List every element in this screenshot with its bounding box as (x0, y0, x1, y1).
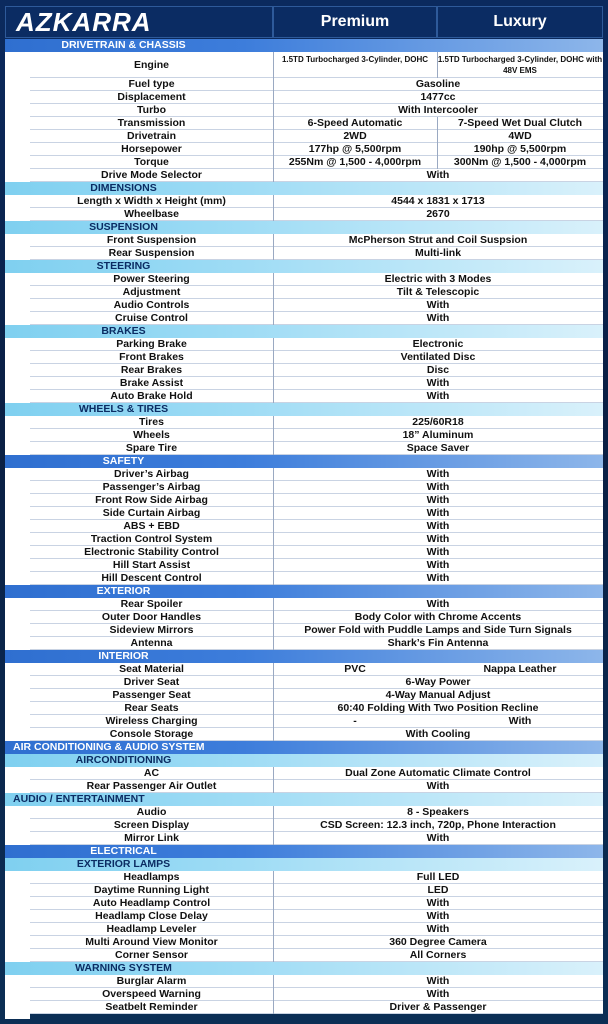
spec-label: Screen Display (30, 819, 274, 832)
spec-label: Power Steering (30, 273, 274, 286)
section-title: EXTERIOR LAMPS (76, 858, 171, 870)
spec-value: McPherson Strut and Coil Suspsion (348, 234, 528, 246)
spec-label: Wireless Charging (30, 715, 274, 728)
spec-label: AC (30, 767, 274, 780)
spec-label: Outer Door Handles (30, 611, 274, 624)
spec-value: With Cooling (405, 728, 471, 740)
spec-label: Brake Assist (30, 377, 274, 390)
spec-row (30, 949, 603, 962)
spec-value-premium: 1.5TD Turbocharged 3-Cylinder, DOHC (273, 52, 438, 80)
spec-value: 4544 x 1831 x 1713 (391, 195, 485, 207)
spec-row (30, 910, 603, 923)
section-title: EXTERIOR (96, 585, 151, 597)
spec-label: Corner Sensor (30, 949, 274, 962)
spec-value: With (426, 520, 450, 532)
spec-value: With (426, 897, 450, 909)
brand-logo: AZKARRA (5, 6, 273, 38)
spec-value: 60:40 Folding With Two Position Recline (337, 702, 539, 714)
spec-value: With (426, 780, 450, 792)
section-title: ELECTRICAL (90, 845, 157, 857)
section-title: STEERING (96, 260, 151, 272)
spec-value: LED (427, 884, 449, 896)
spec-value: With (426, 546, 450, 558)
spec-row (30, 676, 603, 689)
spec-label: Electronic Stability Control (30, 546, 274, 559)
spec-label: Drive Mode Selector (30, 169, 274, 182)
spec-label: Hill Start Assist (30, 559, 274, 572)
spec-row (30, 52, 603, 78)
spec-row (30, 494, 603, 507)
premium-column-header: Premium (273, 6, 437, 38)
spec-value: Space Saver (406, 442, 470, 454)
spec-value: Electronic (412, 338, 464, 350)
spec-label: Side Curtain Airbag (30, 507, 274, 520)
spec-row (30, 104, 603, 117)
spec-value: CSD Screen: 12.3 inch, 720p, Phone Interaction (320, 819, 556, 831)
spec-label: Rear Seats (30, 702, 274, 715)
spec-label: Front Brakes (30, 351, 274, 364)
spec-row (30, 611, 603, 624)
spec-label: Burglar Alarm (30, 975, 274, 988)
spec-value-premium: PVC (344, 663, 366, 675)
spec-value: Body Color with Chrome Accents (354, 611, 522, 623)
spec-value: With (426, 975, 450, 987)
spec-row (30, 546, 603, 559)
spec-value: With (426, 390, 450, 402)
spec-row (30, 507, 603, 520)
spec-value-premium: 255Nm @ 1,500 - 4,000rpm (273, 156, 438, 169)
spec-value: With (426, 533, 450, 545)
spec-label: Adjustment (30, 286, 274, 299)
section-title: AIR CONDITIONING & AUDIO SYSTEM (13, 741, 205, 753)
spec-label: Cruise Control (30, 312, 274, 325)
spec-row (30, 624, 603, 637)
spec-row (30, 884, 603, 897)
section-header (5, 793, 603, 806)
spec-value: Tilt & Telescopic (396, 286, 480, 298)
spec-value-luxury: 190hp @ 5,500rpm (473, 143, 567, 155)
spec-value: Driver & Passenger (389, 1001, 487, 1013)
spec-row (30, 416, 603, 429)
spec-label: Daytime Running Light (30, 884, 274, 897)
spec-row (30, 195, 603, 208)
spec-row (30, 559, 603, 572)
section-header (5, 650, 603, 663)
spec-row (30, 819, 603, 832)
section-title: DIMENSIONS (90, 182, 157, 194)
spec-label: Auto Brake Hold (30, 390, 274, 403)
luxury-column-header: Luxury (437, 6, 603, 38)
spec-row (30, 780, 603, 793)
spec-label: Antenna (30, 637, 274, 650)
spec-label: ABS + EBD (30, 520, 274, 533)
spec-value: With (426, 481, 450, 493)
spec-row (30, 91, 603, 104)
spec-row (30, 442, 603, 455)
section-title: SUSPENSION (89, 221, 158, 233)
spec-value: With (426, 299, 450, 311)
spec-value: Multi-link (414, 247, 462, 259)
spec-row (30, 117, 603, 130)
spec-label: Traction Control System (30, 533, 274, 546)
spec-value-luxury: 300Nm @ 1,500 - 4,000rpm (453, 156, 587, 168)
spec-row (30, 637, 603, 650)
spec-value: 225/60R18 (412, 416, 464, 428)
spec-label: Parking Brake (30, 338, 274, 351)
spec-label: Front Row Side Airbag (30, 494, 274, 507)
spec-label: Drivetrain (30, 130, 274, 143)
spec-value: Shark’s Fin Antenna (387, 637, 489, 649)
section-title: DRIVETRAIN & CHASSIS (61, 39, 186, 51)
spec-row (30, 208, 603, 221)
section-header (5, 260, 603, 273)
spec-row (30, 286, 603, 299)
spec-value: 4-Way Manual Adjust (385, 689, 491, 701)
spec-label: Headlamp Close Delay (30, 910, 274, 923)
spec-label: Torque (30, 156, 274, 169)
spec-row (30, 234, 603, 247)
spec-value: With (426, 494, 450, 506)
spec-row (30, 975, 603, 988)
spec-row (30, 520, 603, 533)
spec-value-luxury: 1.5TD Turbocharged 3-Cylinder, DOHC with 48V EMS (437, 55, 603, 75)
spec-label: Rear Brakes (30, 364, 274, 377)
spec-value: With (426, 572, 450, 584)
spec-row (30, 936, 603, 949)
spec-value: Ventilated Disc (400, 351, 476, 363)
spec-value: Disc (426, 364, 450, 376)
section-header (5, 741, 603, 754)
spec-row (30, 273, 603, 286)
spec-label: Length x Width x Height (mm) (30, 195, 274, 208)
spec-label: Seatbelt Reminder (30, 1001, 274, 1014)
spec-value: Dual Zone Automatic Climate Control (345, 767, 531, 779)
spec-label: Rear Passenger Air Outlet (30, 780, 274, 793)
spec-value: With (426, 598, 450, 610)
section-title: WHEELS & TIRES (78, 403, 169, 415)
spec-value: With (426, 923, 450, 935)
section-header (5, 325, 603, 338)
spec-value: 8 - Speakers (407, 806, 469, 818)
spec-label: Rear Suspension (30, 247, 274, 260)
section-title: BRAKES (101, 325, 146, 337)
spec-row (30, 247, 603, 260)
spec-label: Multi Around View Monitor (30, 936, 274, 949)
spec-row (30, 702, 603, 715)
spec-row (30, 663, 603, 676)
section-title: SAFETY (102, 455, 145, 467)
spec-row (30, 156, 603, 169)
spec-row (30, 897, 603, 910)
spec-row (30, 598, 603, 611)
spec-row (30, 429, 603, 442)
spec-value: With (426, 988, 450, 1000)
spec-value: With (426, 507, 450, 519)
spec-table (13, 39, 603, 1014)
spec-label: Driver Seat (30, 676, 274, 689)
section-header (5, 221, 603, 234)
spec-label: Front Suspension (30, 234, 274, 247)
spec-row (30, 169, 603, 182)
spec-value: 1477cc (420, 91, 456, 103)
spec-value-luxury: 7-Speed Wet Dual Clutch (457, 117, 583, 129)
spec-row (30, 78, 603, 91)
spec-row (30, 715, 603, 728)
spec-row (30, 572, 603, 585)
spec-row (30, 143, 603, 156)
section-header (5, 39, 603, 52)
spec-value: With (426, 169, 450, 181)
spec-label: Driver’s Airbag (30, 468, 274, 481)
spec-value: With (426, 312, 450, 324)
spec-label: Headlamps (30, 871, 274, 884)
spec-value-luxury: With (508, 715, 532, 727)
section-title: AIRCONDITIONING (75, 754, 172, 766)
section-header (5, 754, 603, 767)
section-header (5, 182, 603, 195)
spec-value: Power Fold with Puddle Lamps and Side Turn Signals (304, 624, 572, 636)
spec-label: Fuel type (30, 78, 274, 91)
spec-label: Turbo (30, 104, 274, 117)
spec-label: Hill Descent Control (30, 572, 274, 585)
section-header (5, 962, 603, 975)
spec-value: Gasoline (415, 78, 461, 90)
spec-value: With Intercooler (398, 104, 478, 116)
spec-label: Wheels (30, 429, 274, 442)
spec-row (30, 338, 603, 351)
section-header (5, 585, 603, 598)
spec-label: Overspeed Warning (30, 988, 274, 1001)
spec-row (30, 1001, 603, 1014)
section-header (5, 455, 603, 468)
spec-value: 360 Degree Camera (389, 936, 487, 948)
spec-label: Mirror Link (30, 832, 274, 845)
section-header (5, 858, 603, 871)
section-header (5, 845, 603, 858)
spec-row (30, 377, 603, 390)
spec-label: Wheelbase (30, 208, 274, 221)
spec-value-luxury: 4WD (508, 130, 532, 142)
spec-label: Displacement (30, 91, 274, 104)
spec-row (30, 533, 603, 546)
spec-value-premium: - (353, 715, 357, 727)
spec-label: Headlamp Leveler (30, 923, 274, 936)
spec-row (30, 871, 603, 884)
spec-row (30, 130, 603, 143)
spec-value: With (426, 910, 450, 922)
spec-value: With (426, 559, 450, 571)
spec-value: All Corners (409, 949, 467, 961)
spec-row (30, 312, 603, 325)
spec-row (30, 351, 603, 364)
spec-label: Auto Headlamp Control (30, 897, 274, 910)
section-title: AUDIO / ENTERTAINMENT (13, 793, 145, 805)
spec-label: Passenger Seat (30, 689, 274, 702)
spec-row (30, 923, 603, 936)
spec-value: With (426, 377, 450, 389)
spec-label: Audio Controls (30, 299, 274, 312)
spec-label: Rear Spoiler (30, 598, 274, 611)
spec-label: Passenger’s Airbag (30, 481, 274, 494)
section-title: INTERIOR (98, 650, 149, 662)
spec-label: Seat Material (30, 663, 274, 676)
spec-label: Spare Tire (30, 442, 274, 455)
spec-row (30, 468, 603, 481)
spec-label: Horsepower (30, 143, 274, 156)
spec-row (30, 390, 603, 403)
section-title: WARNING SYSTEM (75, 962, 172, 974)
spec-value-premium: 6-Speed Automatic (273, 117, 438, 130)
spec-row (30, 689, 603, 702)
spec-label: Sideview Mirrors (30, 624, 274, 637)
spec-label: Tires (30, 416, 274, 429)
spec-value: 6-Way Power (405, 676, 471, 688)
spec-row (30, 299, 603, 312)
spec-row (30, 364, 603, 377)
spec-label: Engine (30, 52, 274, 78)
spec-row (30, 806, 603, 819)
spec-value-premium: 177hp @ 5,500rpm (273, 143, 438, 156)
spec-row (30, 988, 603, 1001)
spec-value: Electric with 3 Modes (384, 273, 492, 285)
spec-row (30, 832, 603, 845)
spec-label: Audio (30, 806, 274, 819)
spec-row (30, 767, 603, 780)
spec-value: 18” Aluminum (402, 429, 474, 441)
spec-label: Console Storage (30, 728, 274, 741)
spec-row (30, 728, 603, 741)
spec-value-premium: 2WD (273, 130, 438, 143)
spec-value-luxury: Nappa Leather (483, 663, 557, 675)
spec-value: With (426, 468, 450, 480)
spec-row (30, 481, 603, 494)
spec-value: 2670 (426, 208, 450, 220)
spec-label: Transmission (30, 117, 274, 130)
spec-value: Full LED (416, 871, 460, 883)
spec-value: With (426, 832, 450, 844)
section-header (5, 403, 603, 416)
